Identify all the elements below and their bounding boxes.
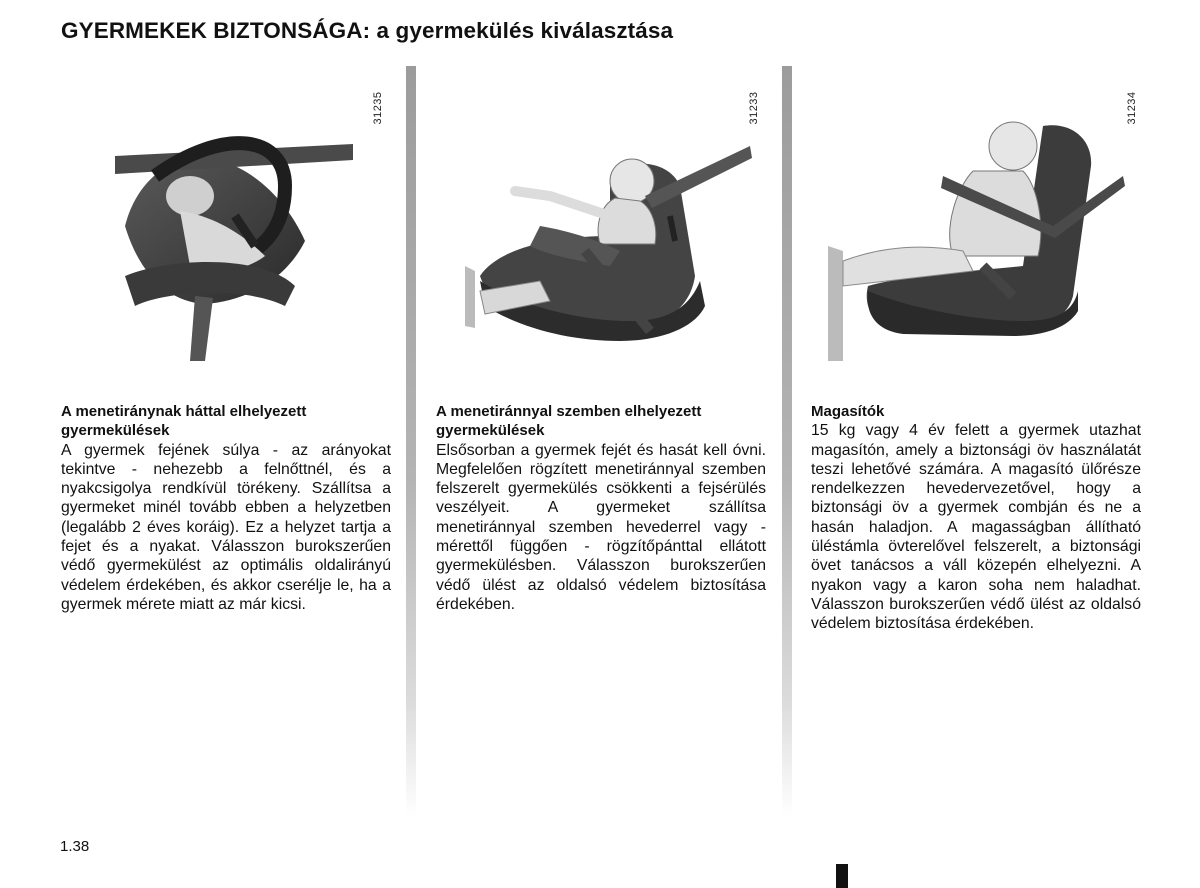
column-divider-2 [782, 66, 792, 816]
column-heading: A menetiránynak háttal elhelyezett gyermekülések [61, 403, 307, 440]
column-3-text [811, 402, 1141, 634]
page-title: GYERMEKEK BIZTONSÁGA: a gyermekülés kiválasztása [61, 18, 674, 43]
figure-code: 31233 [748, 91, 760, 125]
forward-facing-child-seat-illustration [460, 66, 760, 366]
column-body: A gyermek fejének súlya - az arányokat tekintve - nehezebb a felnőttnél, és a nyakcsigolya rendkívül törékeny. Szállítsa a gyermeket minél tovább ebben a helyzetben (legalább 2 éves koráig). Ez a helyzet tartja a fejet és a nyakat. Válasszon burokszerűen védő gyermekülést az optimális oldalirányú védelem érdekében, és akkor cserélje le, ha a gyermek mérete miatt az már kicsi. [61, 441, 391, 613]
rear-facing-infant-seat-illustration [95, 66, 395, 366]
booster-seat-illustration [823, 66, 1133, 366]
page-number: 1.38 [60, 838, 90, 855]
column-body: 15 kg vagy 4 év felett a gyermek utazhat magasítón, amely a biztonsági öv használatát teszi lehetővé számára. A magasító ülőrésze rendelkezzen hevedervezetővel, hogy a biztonsági öv a gyermek combján és ne a hasán haladjon. A magasságban állítható üléstámla övterelővel felszerelt, a biztonsági övet tanácsos a váll közepén elhelyezni. A nyakon vagy a karon soha nem haladhat. Válasszon burokszerűen védő ülést az oldalsó védelem biztosítása érdekében. [811, 422, 1141, 633]
column-divider-1 [406, 66, 416, 816]
column-heading: A menetiránnyal szemben elhelyezett gyermekülések [436, 403, 702, 440]
column-body: Elsősorban a gyermek fejét és hasát kell óvni. Megfelelően rögzített menetiránnyal szemben felszerelt gyermekülés csökkenti a fejsérülés veszélyeit. A gyermeket szállítsa menetiránnyal szemben hevederrel vagy - mérettől függően - rögzítőpánttal ellátott gyermekülésben. Válasszon burokszerűen védő ülést az oldalsó védelem biztosítása érdekében. [436, 441, 766, 613]
page-edge-marker [836, 864, 848, 888]
column-1-text [61, 402, 391, 614]
column-2-text [436, 402, 766, 614]
column-heading: Magasítók [811, 403, 885, 420]
figure-code: 31235 [372, 91, 384, 125]
figure-code: 31234 [1126, 91, 1138, 125]
